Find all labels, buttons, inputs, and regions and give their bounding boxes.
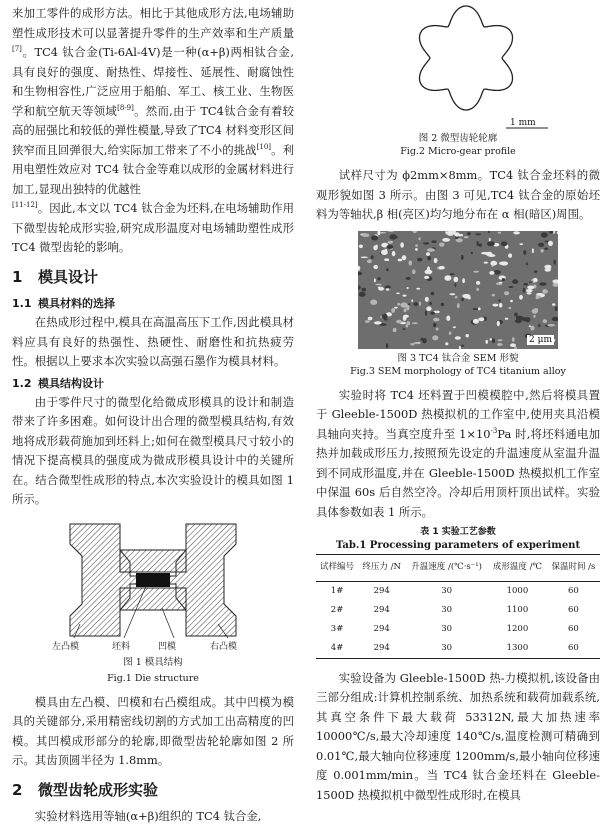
table-1-caption-en: Tab.1 Processing parameters of experiment <box>335 540 581 551</box>
left-column <box>12 4 294 827</box>
sem-grain <box>387 244 394 248</box>
sem-grain <box>464 236 469 238</box>
sem-grain <box>406 276 411 279</box>
sem-grain <box>519 243 523 245</box>
sem-grain <box>523 282 528 285</box>
sem-grain <box>403 314 409 317</box>
sem-grain <box>439 265 445 269</box>
sem-grain <box>455 295 458 298</box>
sem-grain <box>384 318 388 320</box>
sem-grain <box>418 237 420 240</box>
sem-grain <box>449 293 455 295</box>
sem-grain <box>531 278 533 283</box>
sem-grain <box>462 278 465 283</box>
sem-grain <box>484 316 487 320</box>
sem-grain <box>426 252 430 256</box>
sem-grain <box>432 335 438 340</box>
sem-grain <box>516 315 518 319</box>
sem-grain <box>388 240 394 243</box>
sem-grain <box>365 320 370 323</box>
sem-grain <box>434 257 438 262</box>
paragraph-r3: 实验设备为 Gleeble-1500D 热-力模拟机,该设备由三部分组成:计算机控制系统、加热系统和载荷加载系统,其真空条件下最大载荷 53312N,最大加热速率 10000℃/s,最大冷却速度 140℃/s,温度检测可精确到 0.01℃,最大轴向位移速度 1200mm/s,最小轴向位移速度 0.001mm/min。当 TC4 钛合金坯料在 Gleeble-1500D 热模拟机中微型性成形时,在模具 <box>316 670 600 802</box>
sem-grain <box>498 339 503 341</box>
sem-grain <box>415 244 418 246</box>
sem-grain <box>505 317 508 319</box>
figure-1-caption-cn: 图 1 模具结构 <box>123 656 183 668</box>
sem-grain <box>412 322 418 324</box>
table-cell: 60 <box>568 604 579 615</box>
figure-2-caption-cn: 图 2 微型齿轮轮廓 <box>418 133 498 144</box>
sem-grain <box>445 342 448 345</box>
figure-1-caption-en: Fig.1 Die structure <box>107 672 199 684</box>
table-1-caption-cn: 表 1 实验工艺参数 <box>420 527 496 537</box>
label-die: 凹模 <box>158 641 177 652</box>
sem-grain <box>476 287 479 290</box>
sem-grain <box>545 268 551 272</box>
label-right-punch: 右凸模 <box>210 641 238 652</box>
sem-grain <box>492 303 498 306</box>
figure-2-caption-en: Fig.2 Micro-gear profile <box>400 146 516 157</box>
sem-grain <box>431 240 436 243</box>
sem-grain <box>492 293 495 296</box>
sem-grain <box>409 260 413 265</box>
label-blank: 坯料 <box>112 641 131 652</box>
sem-grain <box>403 328 406 330</box>
paragraph-1-2: 由于零件尺寸的微型化给微成形模具的设计和制造带来了许多困难。如何设计出合理的微型模具结构,有效地将成形载荷施加到坯料上;如何在微型模具尺寸较小的情况下提高模具的强度成为微成形模具设计中的关键所在。结合微型性成形的特点,本次实验设计的模具如图 1 所示。 <box>12 394 294 506</box>
die-upper <box>120 550 186 572</box>
sem-grain <box>494 270 501 275</box>
sem-grain <box>427 255 431 260</box>
sem-grain <box>538 323 540 326</box>
right-column <box>316 0 600 805</box>
sem-grain <box>391 236 398 238</box>
sem-grain <box>476 281 480 285</box>
sem-grain <box>510 343 516 347</box>
sem-grain <box>402 255 407 260</box>
sem-grain <box>450 273 455 275</box>
sem-grain <box>542 289 548 294</box>
sem-grain <box>497 320 500 326</box>
sem-grain <box>485 339 488 343</box>
sem-grain <box>444 275 451 281</box>
section-1-2-heading: 1.2 模具结构设计 <box>12 376 104 390</box>
micro-gear-profile-diagram <box>316 0 600 130</box>
sem-grain <box>508 306 511 308</box>
table-row <box>316 581 600 601</box>
table-header-cell: 终压力 /N <box>358 555 405 582</box>
die-structure-diagram <box>12 520 294 640</box>
sem-grain <box>400 242 404 248</box>
sem-grain <box>425 310 427 315</box>
table-header-row <box>316 555 600 582</box>
sem-grain <box>461 254 464 259</box>
left-punch-shape <box>70 524 138 636</box>
sem-grain <box>417 257 422 261</box>
sem-micrograph <box>358 231 558 349</box>
sem-grain <box>536 293 543 296</box>
sem-grain <box>382 313 388 318</box>
sem-grain <box>478 317 484 321</box>
sem-grain <box>362 233 370 237</box>
figure-2 <box>316 0 600 130</box>
sem-grain <box>393 327 397 331</box>
sem-grain <box>499 303 502 308</box>
sem-grain <box>426 306 431 311</box>
sem-grain <box>380 232 387 234</box>
sem-scale-label: 2 μm <box>529 334 552 345</box>
sem-grain <box>498 299 500 302</box>
sem-grain <box>404 308 407 312</box>
right-punch-shape <box>168 524 236 636</box>
table-cell: 1200 <box>506 623 529 634</box>
sem-grain <box>377 277 380 280</box>
sem-grain <box>533 314 535 317</box>
sem-grain <box>475 233 481 235</box>
section-1-heading: 1 模具设计 <box>12 267 99 286</box>
sem-grain <box>539 282 546 285</box>
sem-grain <box>534 270 537 273</box>
sem-grain <box>497 343 503 346</box>
table-cell: 294 <box>373 623 390 634</box>
sem-grain <box>384 258 389 261</box>
section-1-1-heading: 1.1 模具材料的选择 <box>12 297 115 310</box>
sem-grain <box>453 326 456 328</box>
sem-grain <box>431 291 435 295</box>
sem-grain <box>463 294 471 299</box>
table-cell: 4# <box>316 639 358 659</box>
sem-grain <box>361 256 368 258</box>
sem-grain <box>478 307 481 310</box>
table-cell: 1# <box>330 585 344 596</box>
sem-grain <box>488 254 496 257</box>
sem-grain <box>408 303 411 305</box>
sem-grain <box>392 250 396 255</box>
sem-grain <box>532 248 534 253</box>
sem-grain <box>538 242 544 246</box>
sem-grain <box>376 244 378 249</box>
sem-grain <box>359 291 366 296</box>
sem-grain <box>433 317 440 321</box>
paragraph-2-1: 实验材料选用等轴(α+β)组织的 TC4 钛合金, <box>34 809 262 823</box>
sem-grain <box>541 232 548 237</box>
sem-grain <box>490 260 497 265</box>
sem-grain <box>374 278 376 282</box>
table-header-cell: 试样编号 <box>316 555 358 582</box>
intro-paragraph: 来加工零件的成形方法。相比于其他成形方法,电场辅助塑性成形技术可以显著提升零件的生产效率和生产质量[7]。TC4 钛合金(Ti-6Al-4V)是一种(α+β)两相钛合金,具有良好的强度、耐热性、焊接性、延展性、耐腐蚀性和生物相容性,广泛应用于船舶、军工、核工业、生物医学和航空航天等领域[8-9]。然而,由于 TC4钛合金有着较高的屈强比和较低的弹性模量,导致了TC4 材料变形区间狭窄而且回弹很大,给实际加工带来了不小的挑战[10]。利用电塑性效应对 TC4 钛合金等难以成形的金属材料进行加工,显现出独特的优越性 [11-12]。因此,本文以 TC4 钛合金为坯料,在电场辅助作用下微型齿轮成形实验,研究成形温度对电场辅助塑性成形 TC4 微型齿轮的影响。 <box>12 6 294 254</box>
sem-grain <box>532 308 538 313</box>
table-cell: 30 <box>441 623 453 634</box>
sem-grain <box>427 248 435 252</box>
sem-grain <box>501 241 508 246</box>
sem-grain <box>371 235 378 240</box>
sem-grain <box>499 281 503 283</box>
sem-grain <box>554 259 556 264</box>
figure-3-caption-cn: 图 3 TC4 钛合金 SEM 形貌 <box>397 352 519 364</box>
sem-grain <box>473 308 478 310</box>
sem-grain <box>442 238 450 242</box>
sem-grain <box>391 308 395 313</box>
paragraph-r1: 试样尺寸为 ϕ2mm×8mm。TC4 钛合金坯料的微观形貌如图 3 所示。由图 3 可见,TC4 钛合金的原始坯料为等轴状,β 相(亮区)均匀地分布在 α 相(暗区)周围。 <box>316 168 600 221</box>
ref-mark: [10] <box>256 142 272 151</box>
sem-grain <box>371 255 374 259</box>
sem-grain <box>413 302 418 306</box>
sem-grain <box>439 242 444 246</box>
sem-grain <box>446 315 450 320</box>
sem-grain <box>466 334 469 337</box>
sem-grain <box>523 287 526 292</box>
sem-grain <box>412 269 415 274</box>
sem-grain <box>423 242 429 244</box>
sem-grain <box>441 302 445 305</box>
sem-grain <box>359 244 363 248</box>
figure-3 <box>358 231 558 349</box>
sem-grain <box>457 303 460 308</box>
sem-grain <box>499 261 507 265</box>
sem-grain <box>425 269 433 274</box>
sem-grain <box>449 331 452 335</box>
sem-grain <box>415 248 418 251</box>
ref-mark: [8-9] <box>117 103 134 112</box>
sem-grain <box>545 240 549 242</box>
table-1 <box>316 554 600 659</box>
sem-grain <box>543 319 547 323</box>
sem-grain <box>508 253 512 257</box>
table-cell: 60 <box>568 585 579 596</box>
sem-grain <box>461 297 464 300</box>
sem-grain <box>471 251 473 253</box>
sem-grain <box>406 304 409 310</box>
sem-grain <box>555 306 558 310</box>
sem-grain <box>403 294 407 296</box>
paragraph-r2: 实验时将 TC4 坯料置于凹模模腔中,然后将模具置于 Gleeble-1500D 热模拟机的工作室中,使用夹具沿模具轴向夹持。当真空度升至 $1\times 10^{-3}Pa$ 时,将坯料通电加热并加载成形压力,按照预先设定的升温速度从室温升温到不同成形温度,并在 Gleeble-1500D 热模拟机工作室中保温 60s 后自然空冷。冷却后用顶杆顶出试样。实验具体参数如表 1 所示。 <box>316 387 600 519</box>
sem-grain <box>473 270 479 272</box>
sem-grain <box>436 327 439 330</box>
sem-grain <box>541 249 544 253</box>
sem-grain <box>422 338 426 343</box>
sem-grain <box>433 322 437 327</box>
figure-1 <box>12 520 294 672</box>
sem-grain <box>386 288 390 290</box>
sem-grain <box>394 306 398 308</box>
sem-grain <box>473 318 479 323</box>
ref-mark: [11-12] <box>12 201 38 210</box>
sem-grain <box>512 279 518 284</box>
table-row <box>316 601 600 620</box>
sem-grain <box>478 243 482 246</box>
gear-outline <box>420 6 513 110</box>
table-cell: 294 <box>373 585 390 596</box>
sem-grain <box>489 271 494 275</box>
sem-grain <box>552 303 555 306</box>
sem-grain <box>529 281 533 283</box>
table-cell: 60 <box>568 623 579 634</box>
table-cell: 2# <box>330 604 344 615</box>
sem-grain <box>425 296 429 301</box>
sem-grain <box>504 291 509 295</box>
sem-grain <box>370 299 377 304</box>
sem-grain <box>368 316 373 320</box>
paragraph-1-3: 模具由左凸模、凹模和右凸模组成。其中凹模为模具的关键部分,采用精密线切割的方式加工出高精度的凹模。其凹模成形部分的轮廓,即微型齿轮轮廓如图 2 所示。其齿顶圆半径为 1.8mm。 <box>12 694 294 767</box>
table-cell: 1100 <box>506 604 529 615</box>
sem-grain <box>445 231 447 234</box>
sem-grain <box>513 231 520 234</box>
table-header-cell: 成形温度 /℃ <box>488 555 547 582</box>
sem-grain <box>502 278 505 281</box>
table-cell: 30 <box>405 639 488 659</box>
paragraph-1-1: 在热成形过程中,模具在高温高压下工作,因此模具材料应具有良好的热强性、热硬性、耐磨性和抗热疲劳性。根据以上要求本次实验以高强石墨作为模具材料。 <box>12 315 294 368</box>
sem-grain <box>498 231 501 233</box>
sem-grain <box>526 289 533 292</box>
blank-shape <box>136 573 170 587</box>
sem-grain <box>454 283 456 287</box>
sem-grain <box>398 258 403 261</box>
sem-grain <box>490 338 493 340</box>
sem-grain <box>386 343 388 348</box>
die-lower <box>120 588 186 610</box>
sem-grain <box>375 283 382 285</box>
sem-grain <box>430 311 435 314</box>
scale-label: 1 mm <box>510 118 536 128</box>
sem-grain <box>378 287 384 291</box>
sem-grain <box>410 343 415 345</box>
sem-grain <box>397 302 400 305</box>
sem-grain <box>411 299 413 302</box>
sem-grain <box>519 294 523 299</box>
sem-grain <box>419 301 421 305</box>
sem-grain <box>489 237 491 241</box>
sem-grain <box>544 247 548 249</box>
sem-grain <box>406 287 408 289</box>
sem-grain <box>455 336 461 339</box>
sem-grain <box>373 264 378 268</box>
table-cell: 30 <box>441 604 453 615</box>
table-cell: 294 <box>358 639 405 659</box>
table-header-cell: 保温时间 /s <box>547 555 600 582</box>
sem-grain <box>510 299 513 302</box>
table-row <box>316 639 600 659</box>
section-2-heading: 2 微型齿轮成形实验 <box>12 780 159 799</box>
sem-grain <box>523 250 526 255</box>
table-cell: 30 <box>441 585 453 596</box>
sem-grain <box>374 321 382 324</box>
sem-grain <box>526 262 528 265</box>
sem-grain <box>492 338 495 343</box>
sem-grain <box>512 337 515 342</box>
sem-grain <box>456 238 463 242</box>
table-cell: 1300 <box>488 639 547 659</box>
sem-grain <box>547 323 555 326</box>
sem-grain <box>484 261 488 263</box>
sem-grain <box>453 276 458 281</box>
sem-grain <box>487 241 495 246</box>
sem-grain <box>509 286 514 288</box>
sem-grain <box>481 251 489 254</box>
sem-grain <box>548 240 553 245</box>
sem-grain <box>396 292 400 294</box>
sem-grain <box>529 325 532 327</box>
sem-grain <box>461 344 465 346</box>
sem-grain <box>429 302 432 305</box>
sem-grain <box>527 292 532 294</box>
table-cell: 60 <box>547 639 600 659</box>
sem-grain <box>424 275 429 278</box>
label-left-punch: 左凸模 <box>52 641 80 652</box>
sem-grain <box>362 287 367 291</box>
sem-grain <box>367 259 372 263</box>
ref-mark: [7] <box>12 45 22 54</box>
sem-grain <box>527 285 534 289</box>
sem-grain <box>385 248 388 251</box>
table-cell: 3# <box>330 623 344 634</box>
table-header-cell: 升温速度 /(℃·s⁻¹) <box>405 555 488 582</box>
table-cell: 1000 <box>506 585 529 596</box>
sem-grain <box>416 287 420 289</box>
sem-grain <box>467 232 471 235</box>
sem-grain <box>386 268 389 271</box>
sem-grain <box>396 319 402 323</box>
table-cell: 294 <box>373 604 390 615</box>
table-row <box>316 620 600 639</box>
figure-3-caption-en: Fig.3 SEM morphology of TC4 titanium alloy <box>350 365 566 377</box>
sem-grain <box>405 324 408 327</box>
sem-grain <box>476 241 478 246</box>
